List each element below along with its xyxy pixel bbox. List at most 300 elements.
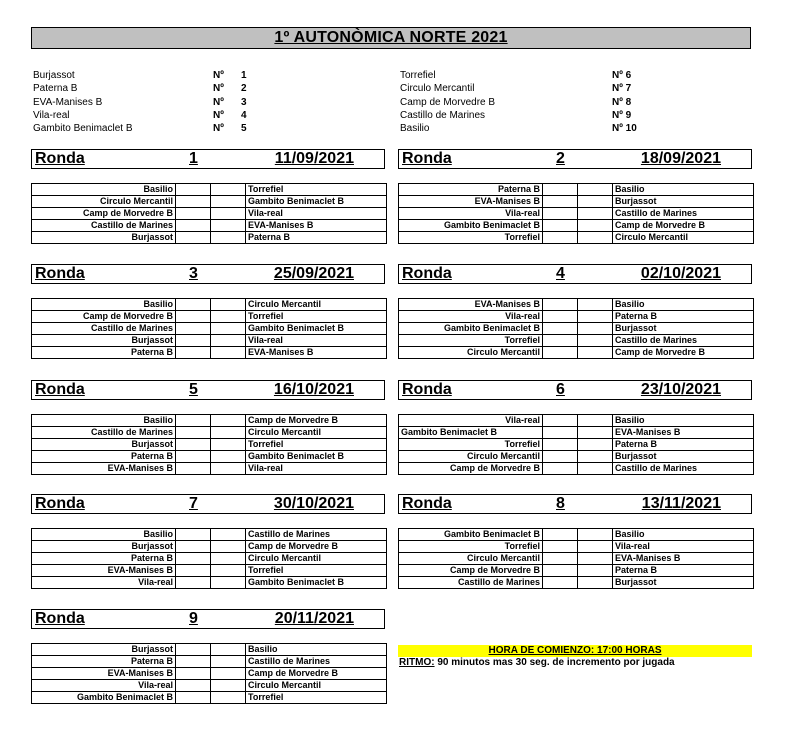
result-cell [543,208,578,220]
result-cell [211,335,246,347]
ronda-date: 13/11/2021 [641,495,721,512]
result-cell [176,668,211,680]
home-team: Paterna B [32,451,176,463]
result-cell [543,451,578,463]
home-team: Basilio [32,415,176,427]
result-cell [211,311,246,323]
result-cell [578,311,613,323]
teams-list-left [33,69,247,135]
team-name: Castillo de Marines [400,109,486,121]
home-team: Gambito Benimaclet B [399,529,543,541]
match-row [32,577,387,589]
away-team: Gambito Benimaclet B [246,196,387,208]
away-team: Torrefiel [246,184,387,196]
away-team: EVA-Manises B [613,553,754,565]
team-number-label: Nº [213,70,224,81]
match-row [399,323,754,335]
result-cell [176,347,211,359]
result-cell [543,299,578,311]
away-team: Castillo de Marines [613,208,754,220]
match-row [32,335,387,347]
match-row [399,299,754,311]
match-row [32,220,387,232]
away-team: Camp de Morvedre B [246,415,387,427]
match-table [31,643,387,704]
result-cell [211,347,246,359]
result-cell [578,463,613,475]
result-cell [211,680,246,692]
result-cell [211,541,246,553]
result-cell [176,184,211,196]
home-team: Camp de Morvedre B [32,208,176,220]
team-row [33,82,247,95]
result-cell [578,196,613,208]
ronda-number: 7 [189,495,198,512]
away-team: Torrefiel [246,565,387,577]
team-number-label: Nº [213,109,224,121]
ronda-header [398,264,752,284]
ronda-header [398,149,752,169]
result-cell [176,415,211,427]
ronda-number: 2 [556,150,565,167]
result-cell [176,208,211,220]
away-team: Basilio [613,529,754,541]
ronda-header [31,149,385,169]
match-row [32,680,387,692]
home-team: Circulo Mercantil [399,347,543,359]
result-cell [578,184,613,196]
home-team: Gambito Benimaclet B [32,692,176,704]
away-team: Torrefiel [246,692,387,704]
team-name: Circulo Mercantil [400,83,475,95]
match-row [32,196,387,208]
away-team: Burjassot [613,451,754,463]
match-row [399,577,754,589]
result-cell [176,311,211,323]
match-table [398,414,754,475]
home-team: Vila-real [399,415,543,427]
team-number: 4 [241,109,247,121]
result-cell [543,184,578,196]
ronda-label: Ronda [35,495,85,512]
match-row [32,208,387,220]
ronda-label: Ronda [35,610,85,627]
away-team: Camp de Morvedre B [613,347,754,359]
away-team: Vila-real [246,463,387,475]
result-cell [176,232,211,244]
result-cell [176,692,211,704]
result-cell [543,553,578,565]
away-team: Castillo de Marines [246,656,387,668]
away-team: Castillo de Marines [613,463,754,475]
result-cell [211,451,246,463]
result-cell [211,232,246,244]
result-cell [543,415,578,427]
result-cell [211,184,246,196]
home-team: Paterna B [32,347,176,359]
away-team: Torrefiel [246,439,387,451]
away-team: Castillo de Marines [246,529,387,541]
match-row [32,541,387,553]
match-row [32,656,387,668]
team-row [33,96,247,109]
result-cell [176,439,211,451]
ronda-date: 02/10/2021 [640,265,721,282]
ronda-date: 11/09/2021 [274,150,354,167]
result-cell [578,335,613,347]
away-team: EVA-Manises B [613,427,754,439]
away-team: Gambito Benimaclet B [246,323,387,335]
match-row [399,232,754,244]
result-cell [578,347,613,359]
result-cell [578,427,613,439]
away-team: Circulo Mercantil [246,427,387,439]
result-cell [176,529,211,541]
result-cell [211,439,246,451]
result-cell [543,577,578,589]
away-team: Burjassot [613,196,754,208]
result-cell [211,529,246,541]
match-row [399,184,754,196]
ronda-date: 23/10/2021 [640,381,721,398]
match-row [399,220,754,232]
match-row [399,439,754,451]
away-team: Gambito Benimaclet B [246,577,387,589]
home-team: Burjassot [32,541,176,553]
home-team: Burjassot [32,335,176,347]
home-team: Vila-real [32,680,176,692]
match-row [399,415,754,427]
result-cell [543,335,578,347]
team-number: 2 [241,83,247,95]
ronda-label: Ronda [402,381,452,398]
match-row [399,565,754,577]
home-team: Camp de Morvedre B [399,463,543,475]
match-table [398,528,754,589]
home-team: Castillo de Marines [32,427,176,439]
home-team: Basilio [32,299,176,311]
home-team: Camp de Morvedre B [399,565,543,577]
ronda-number: 5 [189,381,198,398]
match-row [32,184,387,196]
away-team: EVA-Manises B [246,220,387,232]
match-table [31,298,387,359]
team-number: 1 [241,70,247,81]
team-name: Vila-real [33,109,70,121]
home-team: Torrefiel [399,232,543,244]
away-team: Paterna B [246,232,387,244]
home-team: Paterna B [399,184,543,196]
result-cell [543,541,578,553]
result-cell [578,220,613,232]
ronda-header [398,494,752,514]
team-name: Gambito Benimaclet B [33,123,133,135]
away-team: Paterna B [613,311,754,323]
home-team: EVA-Manises B [399,299,543,311]
home-team: Vila-real [399,311,543,323]
result-cell [211,196,246,208]
result-cell [176,427,211,439]
result-cell [578,439,613,451]
result-cell [543,427,578,439]
result-cell [543,347,578,359]
match-table [31,414,387,475]
match-row [32,323,387,335]
away-team: Camp de Morvedre B [246,541,387,553]
home-team: Circulo Mercantil [32,196,176,208]
result-cell [543,439,578,451]
match-row [399,451,754,463]
ronda-date: 16/10/2021 [273,381,354,398]
home-team: Torrefiel [399,439,543,451]
ronda-label: Ronda [35,150,85,167]
time-control-text: 90 minutos mas 30 seg. de incremento por jugada [434,657,675,668]
team-row [33,69,247,82]
match-row [399,311,754,323]
result-cell [543,311,578,323]
home-team: Basilio [32,529,176,541]
team-number-label: Nº [213,123,224,135]
result-cell [211,553,246,565]
team-name: Burjassot [33,70,75,81]
home-team: Circulo Mercantil [399,451,543,463]
match-row [399,463,754,475]
match-row [399,529,754,541]
away-team: Circulo Mercantil [246,299,387,311]
result-cell [176,680,211,692]
result-cell [578,232,613,244]
home-team: EVA-Manises B [32,668,176,680]
home-team: Vila-real [32,577,176,589]
home-team: Castillo de Marines [32,220,176,232]
match-row [32,439,387,451]
result-cell [176,196,211,208]
match-row [32,232,387,244]
away-team: EVA-Manises B [246,347,387,359]
home-team: EVA-Manises B [32,565,176,577]
result-cell [578,577,613,589]
result-cell [211,463,246,475]
team-number: Nº 6 [612,70,632,81]
match-row [399,427,754,439]
team-number: Nº 8 [612,96,632,108]
team-row [400,82,637,95]
team-name: Torrefiel [400,70,436,81]
away-team: Circulo Mercantil [246,680,387,692]
team-name: Camp de Morvedre B [400,96,496,108]
ronda-label: Ronda [35,265,85,282]
home-team: Gambito Benimaclet B [399,427,543,439]
away-team: Vila-real [613,541,754,553]
away-team: Basilio [613,415,754,427]
team-name: Basilio [400,123,430,135]
away-team: Torrefiel [246,311,387,323]
team-row [400,109,637,122]
result-cell [211,220,246,232]
away-team: Burjassot [613,323,754,335]
ronda-label: Ronda [402,150,452,167]
result-cell [211,565,246,577]
team-row [400,122,637,135]
away-team: Burjassot [613,577,754,589]
result-cell [578,299,613,311]
home-team: Castillo de Marines [32,323,176,335]
ronda-number: 4 [556,265,565,282]
home-team: Camp de Morvedre B [32,311,176,323]
team-number: Nº 9 [612,109,632,121]
result-cell [176,565,211,577]
ronda-label: Ronda [35,381,85,398]
home-team: Burjassot [32,644,176,656]
away-team: Circulo Mercantil [246,553,387,565]
match-row [32,644,387,656]
match-row [32,299,387,311]
result-cell [211,644,246,656]
match-table [398,183,754,244]
result-cell [211,577,246,589]
away-team: Vila-real [246,335,387,347]
ronda-date: 30/10/2021 [273,495,354,512]
match-row [32,668,387,680]
match-row [399,347,754,359]
result-cell [176,220,211,232]
match-row [32,311,387,323]
result-cell [211,415,246,427]
result-cell [543,232,578,244]
away-team: Paterna B [613,565,754,577]
team-name: Paterna B [33,83,78,95]
result-cell [543,463,578,475]
home-team: EVA-Manises B [399,196,543,208]
match-row [399,196,754,208]
match-row [32,529,387,541]
match-row [32,427,387,439]
ronda-header [31,264,385,284]
result-cell [211,299,246,311]
result-cell [211,656,246,668]
ronda-number: 3 [189,265,198,282]
home-team: Burjassot [32,439,176,451]
result-cell [176,656,211,668]
start-time-text: HORA DE COMIENZO: 17:00 HORAS [488,645,662,656]
match-row [32,415,387,427]
result-cell [176,463,211,475]
result-cell [176,541,211,553]
result-cell [211,692,246,704]
result-cell [176,299,211,311]
away-team: Circulo Mercantil [613,232,754,244]
team-number-label: Nº [213,96,224,108]
result-cell [543,323,578,335]
home-team: Torrefiel [399,335,543,347]
team-number-label: Nº [213,83,224,95]
team-row [33,122,247,135]
away-team: Basilio [613,299,754,311]
ronda-label: Ronda [402,495,452,512]
ronda-number: 9 [189,610,198,627]
ronda-number: 1 [189,150,198,167]
result-cell [211,208,246,220]
home-team: Paterna B [32,553,176,565]
team-number: 5 [241,123,247,135]
home-team: Circulo Mercantil [399,553,543,565]
match-row [32,565,387,577]
ronda-date: 18/09/2021 [640,150,721,167]
away-team: Castillo de Marines [613,335,754,347]
title-bar [31,27,751,49]
result-cell [211,323,246,335]
result-cell [543,220,578,232]
result-cell [578,541,613,553]
result-cell [578,415,613,427]
result-cell [578,529,613,541]
match-table [398,298,754,359]
result-cell [176,553,211,565]
result-cell [211,668,246,680]
ronda-number: 6 [556,381,565,398]
time-control [399,657,675,668]
home-team: Basilio [32,184,176,196]
teams-list-right [400,69,637,135]
result-cell [578,565,613,577]
result-cell [176,577,211,589]
match-row [32,451,387,463]
ronda-header [31,494,385,514]
result-cell [176,451,211,463]
away-team: Basilio [613,184,754,196]
ronda-number: 8 [556,495,565,512]
match-row [32,553,387,565]
result-cell [176,335,211,347]
home-team: EVA-Manises B [32,463,176,475]
match-row [399,335,754,347]
match-row [32,463,387,475]
ronda-label: Ronda [402,265,452,282]
home-team: Gambito Benimaclet B [399,323,543,335]
result-cell [176,644,211,656]
start-time-banner [398,645,752,657]
match-row [32,692,387,704]
result-cell [176,323,211,335]
team-number: Nº 7 [612,83,632,95]
ronda-header [31,380,385,400]
result-cell [578,208,613,220]
ronda-date: 20/11/2021 [274,610,354,627]
page-title: 1º AUTONÒMICA NORTE 2021 [274,29,508,46]
away-team: Basilio [246,644,387,656]
home-team: Burjassot [32,232,176,244]
match-table [31,528,387,589]
ronda-header [398,380,752,400]
home-team: Gambito Benimaclet B [399,220,543,232]
result-cell [578,451,613,463]
match-row [399,553,754,565]
time-control-label: RITMO: [399,657,435,668]
away-team: Vila-real [246,208,387,220]
ronda-header [31,609,385,629]
team-name: EVA-Manises B [33,96,103,108]
result-cell [543,565,578,577]
team-row [400,69,637,82]
match-row [399,541,754,553]
team-number: 3 [241,96,247,108]
match-table [31,183,387,244]
result-cell [543,196,578,208]
result-cell [543,529,578,541]
team-row [400,96,637,109]
match-row [32,347,387,359]
team-number: Nº 10 [612,123,637,135]
